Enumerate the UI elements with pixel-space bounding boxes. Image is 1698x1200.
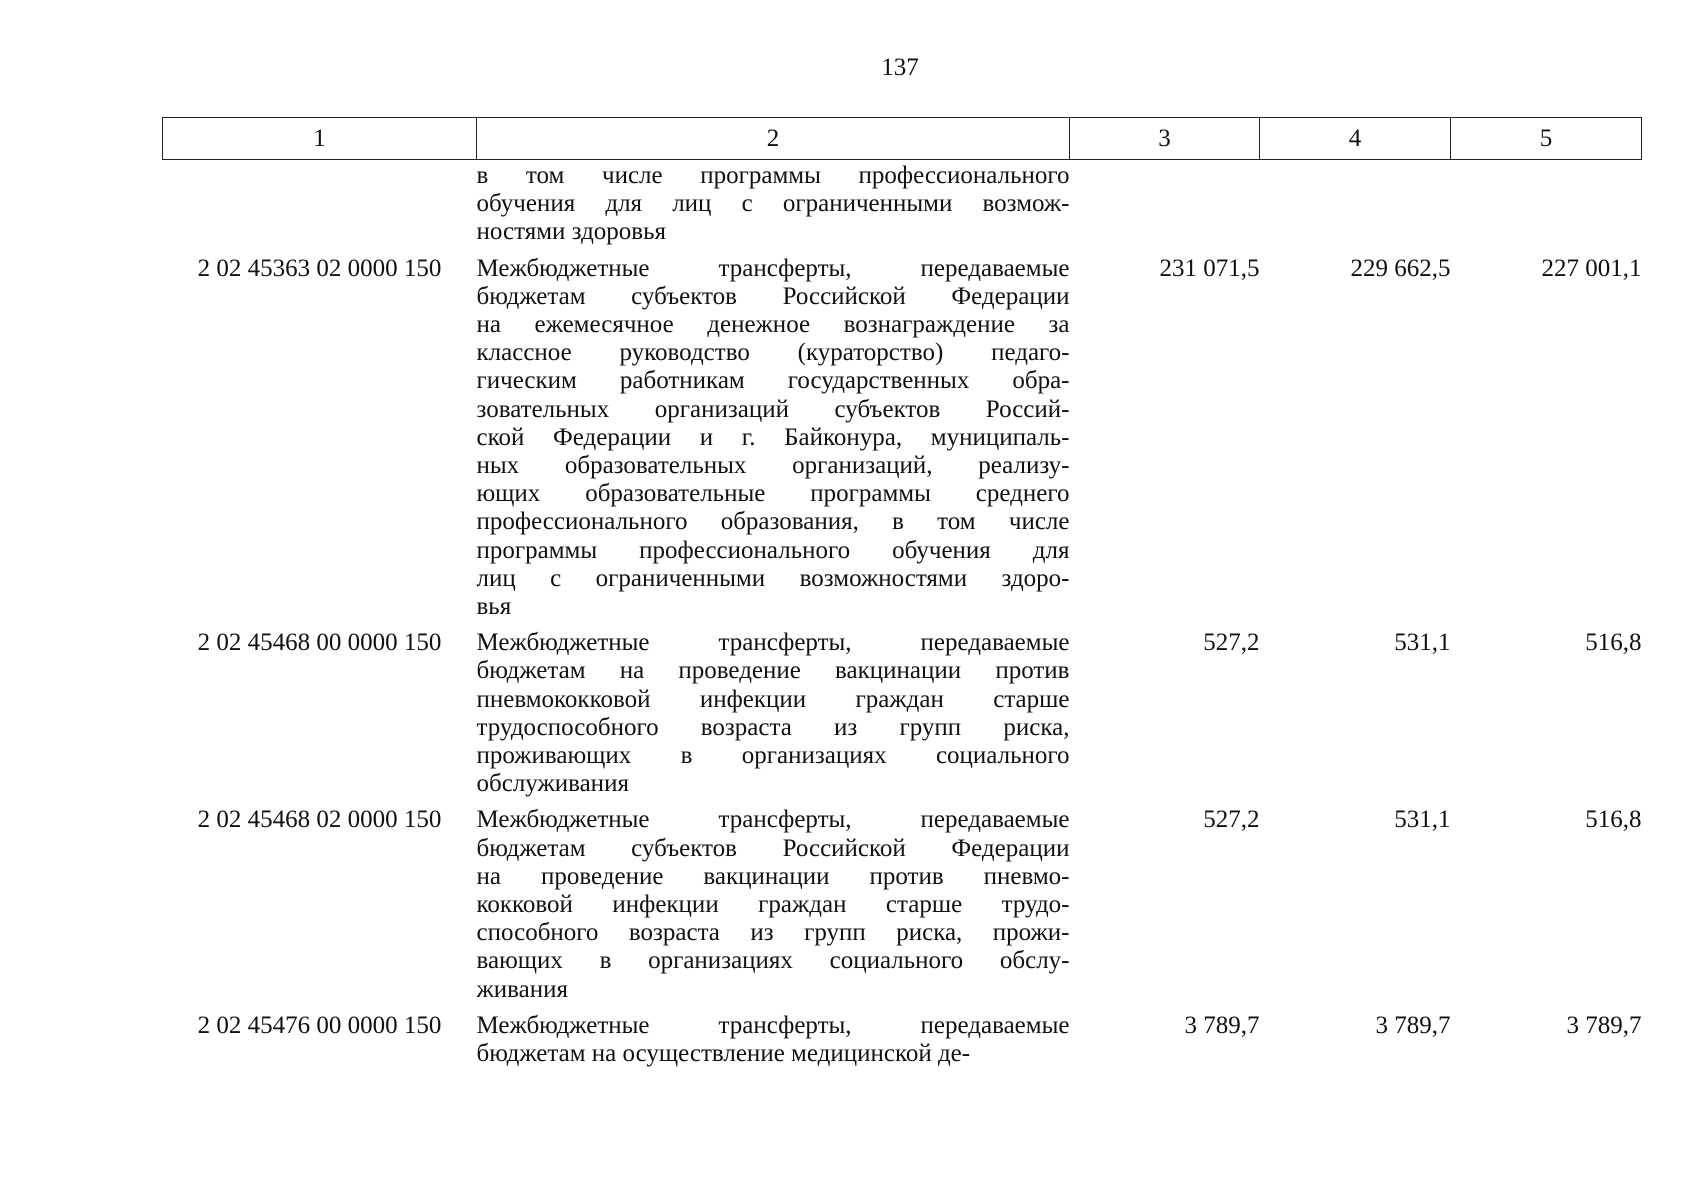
page-number: 137 [881, 54, 919, 81]
header-cell-4: 4 [1260, 118, 1451, 160]
row-description [477, 806, 1070, 1011]
amount-column-3: 3 789,7 [1184, 1011, 1260, 1039]
description-line: бюджетам на осуществление медицинской де- [476, 1040, 971, 1068]
table-body [163, 160, 1642, 1077]
description-line: профессионального образования, в том числе [476, 508, 1070, 536]
row-description [477, 629, 1070, 806]
table-row [163, 160, 1642, 255]
header-cell-3: 3 [1070, 118, 1260, 160]
amount-column-3: 527,2 [1203, 806, 1260, 834]
header-cell-1: 1 [163, 118, 477, 160]
description-line: Межбюджетные трансферты, передаваемые [476, 254, 1070, 282]
amount-column-5: 516,8 [1585, 806, 1642, 834]
amount-column-5: 227 001,1 [1541, 254, 1642, 282]
amount-column-5: 3 789,7 [1566, 1011, 1642, 1039]
description-line: зовательных организаций субъектов Россий- [476, 395, 1070, 423]
description-line: Межбюджетные трансферты, передаваемые [476, 629, 1070, 657]
budget-code: 2 02 45468 00 0000 150 [197, 629, 442, 657]
budget-table [162, 117, 1642, 1076]
description-line: обучения для лиц с ограниченными возмож- [476, 190, 1070, 218]
amount-column-5 [1451, 160, 1642, 255]
description-line: обслуживания [476, 770, 629, 798]
description-line: способного возраста из групп риска, прожи- [476, 919, 1070, 947]
table-header [163, 118, 1642, 160]
description-line: ской Федерации и г. Байконура, муниципаль- [476, 423, 1070, 451]
amount-column-3: 527,2 [1203, 629, 1260, 657]
row-description [477, 160, 1070, 255]
amount-column-4: 531,1 [1394, 629, 1451, 657]
description-line: пневмококковой инфекции граждан старше [476, 685, 1070, 713]
description-line: бюджетам на проведение вакцинации против [476, 657, 1070, 685]
description-line: ностями здоровья [476, 218, 666, 246]
description-line: классное руководство (кураторство) педаго- [476, 339, 1070, 367]
description-line: лиц с ограниченными возможностями здоро- [476, 564, 1070, 592]
description-line: на ежемесячное денежное вознаграждение за [476, 311, 1070, 339]
header-cell-2: 2 [477, 118, 1070, 160]
description-line: на проведение вакцинации против пневмо- [476, 862, 1070, 890]
description-line: Межбюджетные трансферты, передаваемые [476, 806, 1070, 834]
description-line: проживающих в организациях социального [476, 742, 1070, 770]
description-line: ющих образовательные программы среднего [476, 480, 1070, 508]
amount-column-4 [1260, 160, 1451, 255]
description-line: программы профессионального обучения для [476, 536, 1070, 564]
budget-code: 2 02 45468 02 0000 150 [197, 806, 442, 834]
row-description [477, 1012, 1070, 1076]
amount-column-3 [1070, 160, 1260, 255]
table-row [163, 629, 1642, 806]
amount-column-4: 3 789,7 [1375, 1011, 1451, 1039]
description-line: вающих в организациях социального обслу- [476, 947, 1070, 975]
row-description [477, 255, 1070, 630]
amount-column-3: 231 071,5 [1159, 254, 1260, 282]
amount-column-4: 531,1 [1394, 806, 1451, 834]
budget-code: 2 02 45363 02 0000 150 [197, 254, 442, 282]
description-line: Межбюджетные трансферты, передаваемые [476, 1011, 1070, 1039]
table-row [163, 806, 1642, 1011]
description-line: живания [476, 975, 568, 1003]
description-line: бюджетам субъектов Российской Федерации [476, 282, 1070, 310]
description-line: гическим работникам государственных обра- [476, 367, 1070, 395]
description-line: кокковой инфекции граждан старше трудо- [476, 891, 1070, 919]
budget-code [163, 160, 477, 255]
description-line: ных образовательных организаций, реализу- [476, 452, 1070, 480]
header-row [163, 118, 1642, 160]
description-line: бюджетам субъектов Российской Федерации [476, 834, 1070, 862]
description-line: в том числе программы профессионального [476, 162, 1070, 189]
header-cell-5: 5 [1451, 118, 1642, 160]
description-line: вья [476, 593, 512, 621]
table-row [163, 1012, 1642, 1076]
amount-column-5: 516,8 [1585, 629, 1642, 657]
budget-code: 2 02 45476 00 0000 150 [197, 1011, 442, 1039]
description-line: трудоспособного возраста из групп риска, [476, 713, 1070, 741]
amount-column-4: 229 662,5 [1350, 254, 1451, 282]
table-row [163, 255, 1642, 630]
